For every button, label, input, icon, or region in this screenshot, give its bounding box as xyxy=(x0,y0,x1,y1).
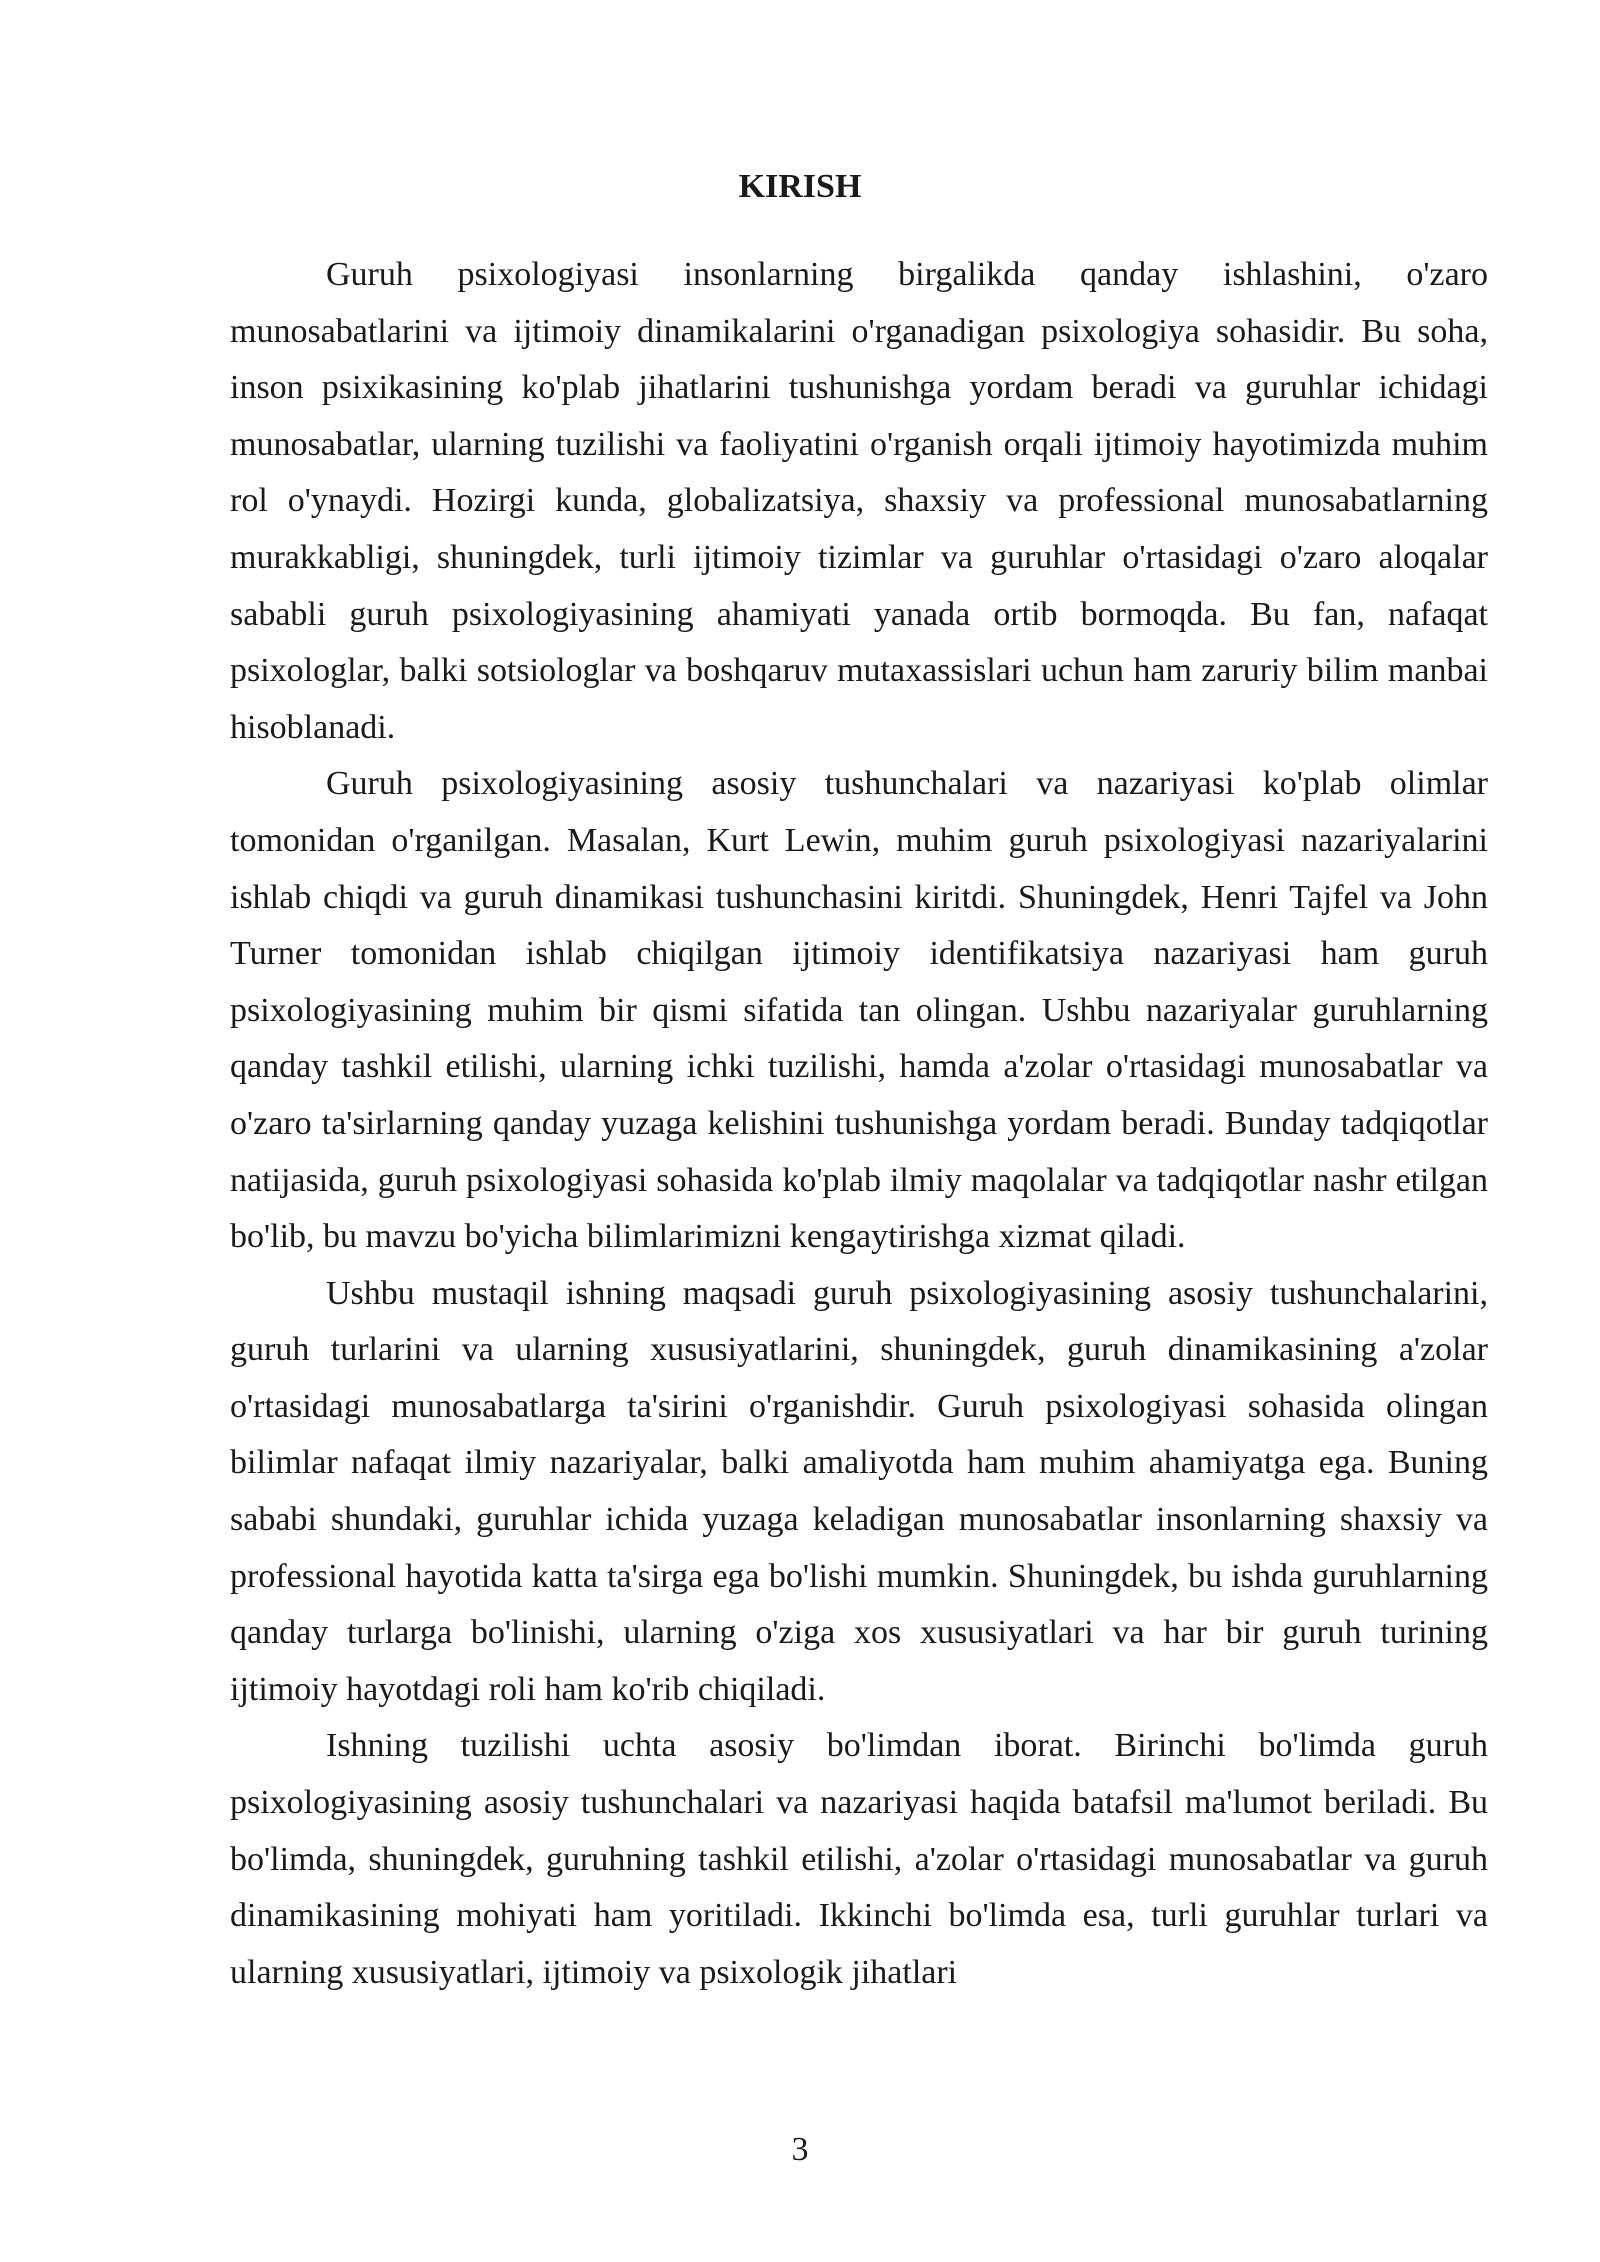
paragraph-1: Guruh psixologiyasi insonlarning birgalikda qanday ishlashini, o'zaro munosabatlarini va ijtimoiy dinamikalarini o'rganadigan psixologiya sohasidir. Bu soha, inson psixikasining ko'plab jihatlarini tushunishga yordam beradi va guruhlar ichidagi munosabatlar, ularning tuzilishi va faoliyatini o'rganish orqali ijtimoiy hayotimizda muhim rol o'ynaydi. Hozirgi kunda, globalizatsiya, shaxsiy va professional munosabatlarning murakkabligi, shuningdek, turli ijtimoiy tizimlar va guruhlar o'rtasidagi o'zaro aloqalar sababli guruh psixologiyasining ahamiyati yanada ortib bormoqda. Bu fan, nafaqat psixologlar, balki sotsiologlar va boshqaruv mutaxassislari uchun ham zaruriy bilim manbai hisoblanadi. xyxy=(230,256,1488,746)
section-heading: KIRISH xyxy=(738,168,862,205)
paragraph-3: Ushbu mustaqil ishning maqsadi guruh psixologiyasining asosiy tushunchalarini, guruh turlarini va ularning xususiyatlarini, shuningdek, guruh dinamikasining a'zolar o'rtasidagi munosabatlarga ta'sirini o'rganishdir. Guruh psixologiyasi sohasida olingan bilimlar nafaqat ilmiy nazariyalar, balki amaliyotda ham muhim ahamiyatga ega. Buning sababi shundaki, guruhlar ichida yuzaga keladigan munosabatlar insonlarning shaxsiy va professional hayotida katta ta'sirga ega bo'lishi mumkin. Shuningdek, bu ishda guruhlarning qanday turlarga bo'linishi, ularning o'ziga xos xususiyatlari va har bir guruh turining ijtimoiy hayotdagi roli ham ko'rib chiqiladi. xyxy=(230,1274,1488,1708)
paragraph-4: Ishning tuzilishi uchta asosiy bo'limdan iborat. Birinchi bo'limda guruh psixologiyasining asosiy tushunchalari va nazariyasi haqida batafsil ma'lumot beriladi. Bu bo'limda, shuningdek, guruhning tashkil etilishi, a'zolar o'rtasidagi munosabatlar va guruh dinamikasining mohiyati ham yoritiladi. Ikkinchi bo'limda esa, turli guruhlar turlari va ularning xususiyatlari, ijtimoiy va psixologik jihatlari xyxy=(230,1727,1488,1991)
paragraph-2: Guruh psixologiyasining asosiy tushunchalari va nazariyasi ko'plab olimlar tomonidan o'rganilgan. Masalan, Kurt Lewin, muhim guruh psixologiyasi nazariyalarini ishlab chiqdi va guruh dinamikasi tushunchasini kiritdi. Shuningdek, Henri Tajfel va John Turner tomonidan ishlab chiqilgan ijtimoiy identifikatsiya nazariyasi ham guruh psixologiyasining muhim bir qismi sifatida tan olingan. Ushbu nazariyalar guruhlarning qanday tashkil etilishi, ularning ichki tuzilishi, hamda a'zolar o'rtasidagi munosabatlar va o'zaro ta'sirlarning qanday yuzaga kelishini tushunishga yordam beradi. Bunday tadqiqotlar natijasida, guruh psixologiyasi sohasida ko'plab ilmiy maqolalar va tadqiqotlar nashr etilgan bo'lib, bu mavzu bo'yicha bilimlarimizni kengaytirishga xizmat qiladi. xyxy=(230,765,1488,1256)
page-number: 3 xyxy=(791,2131,809,2168)
body-text xyxy=(230,247,1488,2001)
